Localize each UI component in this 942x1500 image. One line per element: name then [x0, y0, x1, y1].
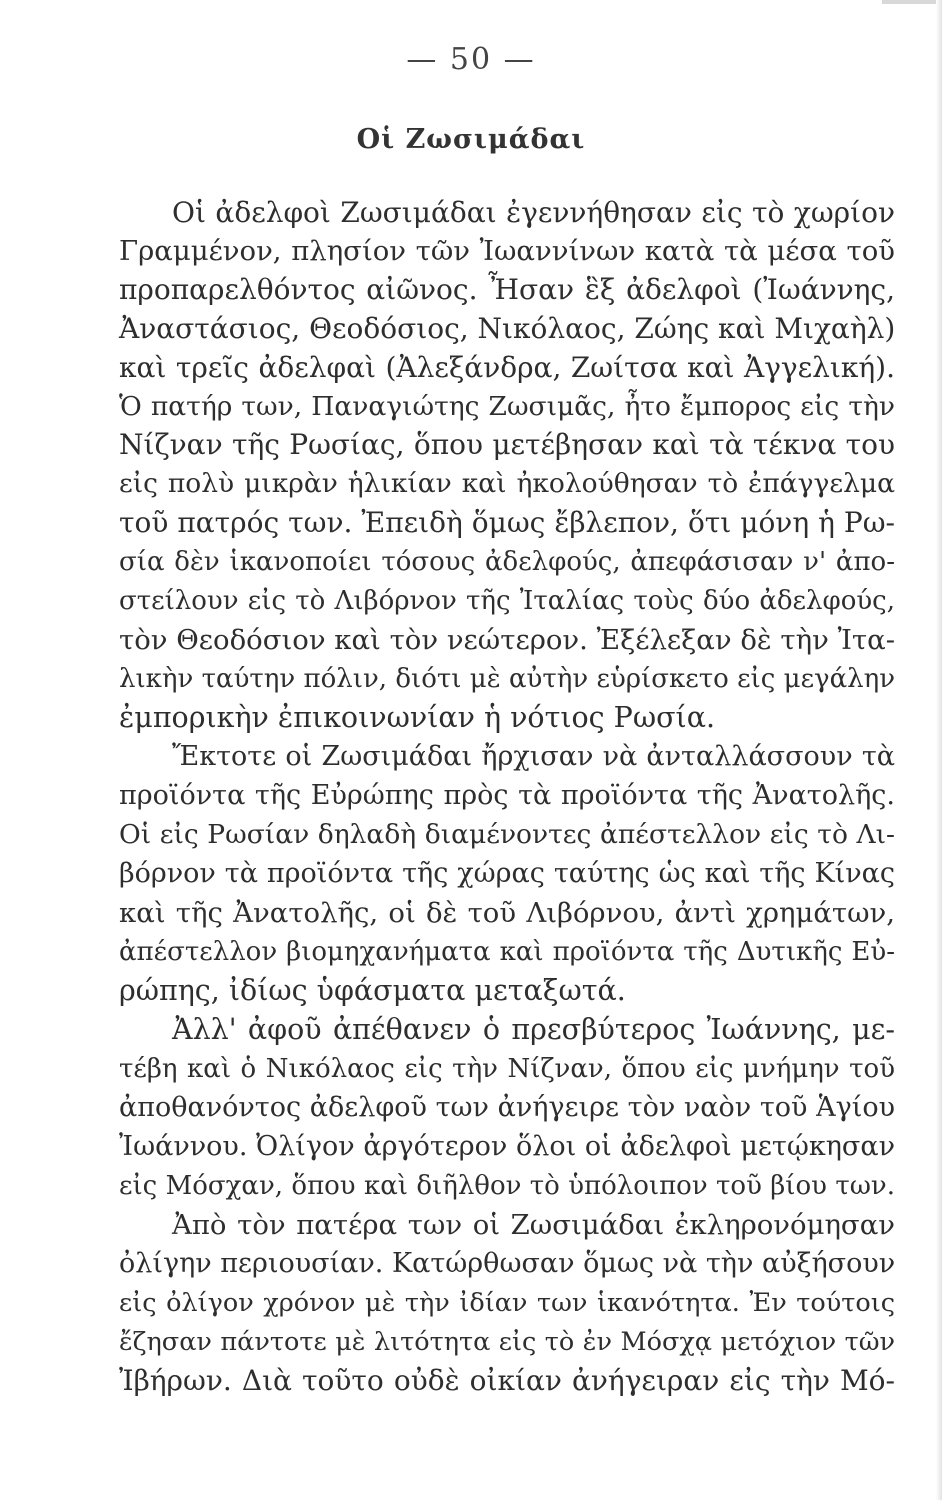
text-line: Οἱ ἀδελφοὶ Ζωσιμάδαι ἐγεννήθησαν εἰς τὸ χωρίον: [172, 196, 895, 229]
text-line: Ἰωάννου. Ὀλίγον ἀργότερον ὅλοι οἱ ἀδελφοὶ μετῴκησαν: [119, 1131, 895, 1162]
text-line: ὀλίγην περιουσίαν. Κατώρθωσαν ὅμως νὰ τὴν αὐξήσουν: [119, 1248, 896, 1279]
text-line: τέβη καὶ ὁ Νικόλαος εἰς τὴν Νίζναν, ὅπου εἰς μνήμην τοῦ: [119, 1054, 895, 1084]
text-line: εἰς Μόσχαν, ὅπου καὶ διῆλθον τὸ ὑπόλοιπον τοῦ βίου των.: [119, 1171, 895, 1201]
text-line: ρώπης, ἰδίως ὑφάσματα μεταξωτά.: [119, 974, 626, 1007]
text-line: Γραμμένον, πλησίον τῶν Ἰωαννίνων κατὰ τὰ μέσα τοῦ: [119, 235, 895, 267]
text-line: Νίζναν τῆς Ρωσίας, ὅπου μετέβησαν καὶ τὰ τέκνα του: [119, 428, 895, 461]
text-line: στείλουν εἰς τὸ Λιβόρνον τῆς Ἰταλίας τοὺς δύο ἀδελφούς,: [119, 586, 895, 616]
page-number: — 50 —: [406, 42, 536, 77]
text-line: καὶ τῆς Ἀνατολῆς, οἱ δὲ τοῦ Λιβόρνου, ἀντὶ χρημάτων,: [119, 897, 895, 929]
text-line: ἔζησαν πάντοτε μὲ λιτότητα εἰς τὸ ἐν Μόσχᾳ μετόχιον τῶν: [119, 1327, 895, 1357]
text-line: Ἀλλ' ἀφοῦ ἀπέθανεν ὁ πρεσβύτερος Ἰωάννης, με-: [172, 1013, 895, 1046]
text-line: ἀπέστελλον βιομηχανήματα καὶ προϊόντα τῆς Δυτικῆς Εὐ-: [119, 937, 895, 967]
text-line: τοῦ πατρός των. Ἐπειδὴ ὅμως ἔβλεπον, ὅτι μόνη ἡ Ρω-: [119, 506, 895, 539]
text-line: σία δὲν ἱκανοποίει τόσους ἀδελφούς, ἀπεφάσισαν ν' ἀπο-: [119, 547, 895, 577]
text-line: ἐμπορικὴν ἐπικοινωνίαν ἡ νότιος Ρωσία.: [119, 701, 716, 734]
text-line: εἰς ὀλίγον χρόνον μὲ τὴν ἰδίαν των ἱκανότητα. Ἐν τούτοις: [119, 1288, 895, 1318]
page-edge-right: [936, 0, 942, 1500]
text-line: Οἱ εἰς Ρωσίαν δηλαδὴ διαμένοντες ἀπέστελλον εἰς τὸ Λι-: [119, 819, 895, 850]
text-line: προπαρελθόντος αἰῶνος. Ἦσαν ἓξ ἀδελφοὶ (Ἰωάννης,: [119, 273, 895, 306]
text-line: Ἀπὸ τὸν πατέρα των οἱ Ζωσιμάδαι ἐκληρονόμησαν: [172, 1209, 895, 1241]
text-line: Ἔκτοτε οἱ Ζωσιμάδαι ἤρχισαν νὰ ἀνταλλάσσουν τὰ: [172, 741, 895, 772]
text-line: προϊόντα τῆς Εὐρώπης πρὸς τὰ προϊόντα τῆς Ἀνατολῆς.: [119, 780, 895, 811]
text-line: Ὁ πατήρ των, Παναγιώτης Ζωσιμᾶς, ἦτο ἔμπορος εἰς τὴν: [119, 391, 895, 422]
text-line: ἀποθανόντος ἀδελφοῦ των ἀνήγειρε τὸν ναὸν τοῦ Ἁγίου: [119, 1092, 895, 1123]
page-edge-top: [882, 0, 942, 4]
text-line: λικὴν ταύτην πόλιν, διότι μὲ αὐτὴν εὑρίσκετο εἰς μεγάλην: [119, 664, 895, 694]
text-line: Ἰβήρων. Διὰ τοῦτο οὐδὲ οἰκίαν ἀνήγειραν εἰς τὴν Μό-: [119, 1364, 895, 1397]
text-line: εἰς πολὺ μικρὰν ἡλικίαν καὶ ἠκολούθησαν τὸ ἐπάγγελμα: [119, 468, 895, 499]
text-line: καὶ τρεῖς ἀδελφαὶ (Ἀλεξάνδρα, Ζωίτσα καὶ Ἀγγελική).: [119, 351, 895, 384]
text-line: τὸν Θεοδόσιον καὶ τὸν νεώτερον. Ἐξέλεξαν δὲ τὴν Ἰτα-: [119, 624, 895, 656]
text-line: Ἀναστάσιος, Θεοδόσιος, Νικόλαος, Ζώης καὶ Μιχαὴλ): [119, 312, 896, 345]
chapter-heading: Οἱ Ζωσιμάδαι: [356, 124, 586, 155]
text-line: βόρνον τὰ προϊόντα τῆς χώρας ταύτης ὡς καὶ τῆς Κίνας: [119, 858, 895, 889]
